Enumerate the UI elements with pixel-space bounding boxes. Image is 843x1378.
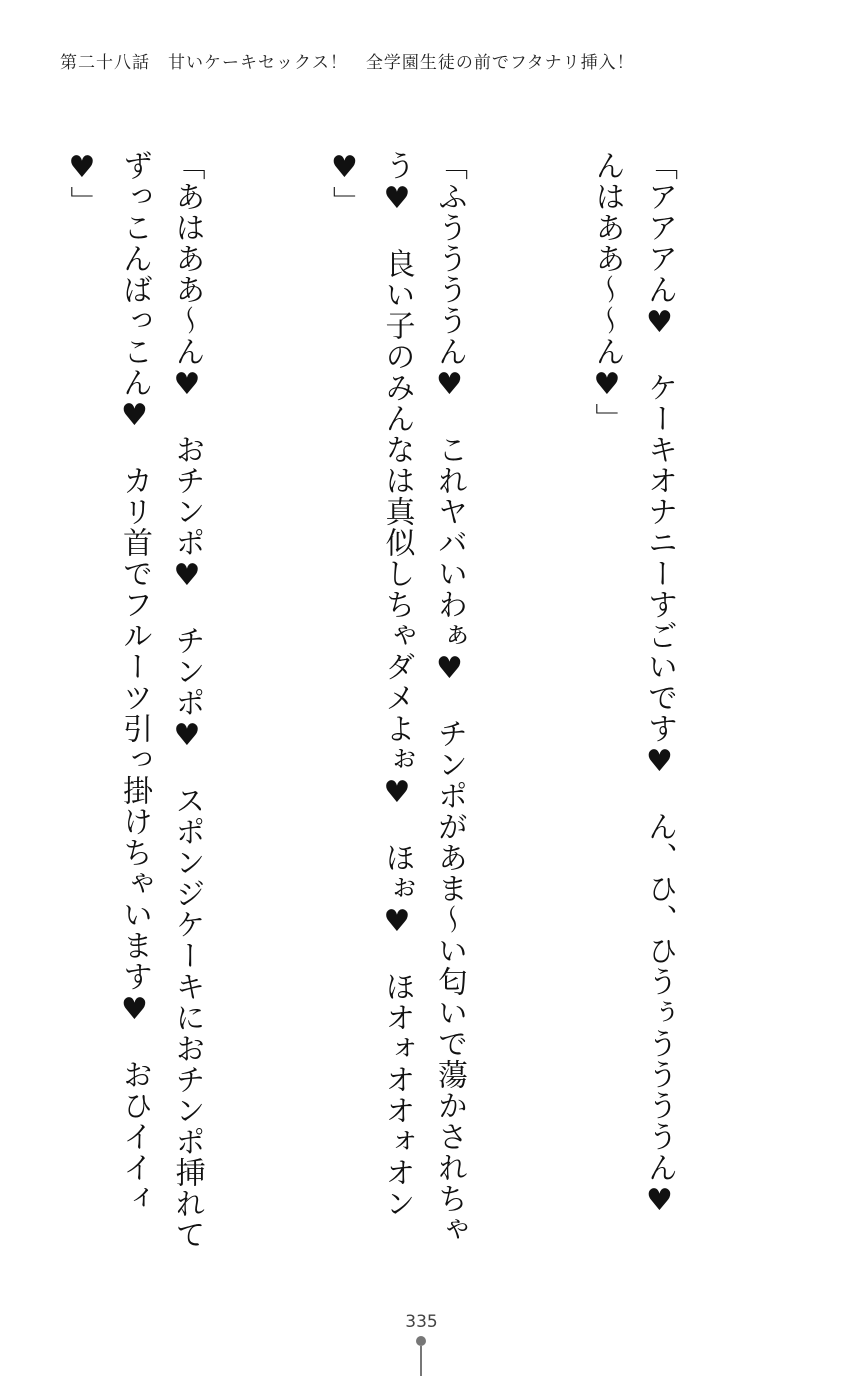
- paragraph: 「ふううううん♥ これヤバいわぁ♥ チンポがあま〜い匂いで蕩かされちゃう♥ 良い子のみんなは真似しちゃダメよぉ♥ ほぉ♥ ほオォオオォオン♥」: [327, 150, 467, 1245]
- paragraph: 「アアアん♥ ケーキオナニーすごいです♥ ん、ひ、ひうぅううううん♥ んはああ〜〜ん♥」: [589, 150, 677, 1250]
- page-ornament: [416, 1336, 426, 1376]
- paragraph: 「あはああ〜ん♥ おチンポ♥ チンポ♥ スポンジケーキにおチンポ挿れてずっこんばっこん♥ カリ首でフルーツ引っ掛けちゃいます♥ おひイイィ♥」: [64, 150, 205, 1250]
- body-text: [50, 150, 790, 1250]
- ornament-dot-icon: [416, 1336, 426, 1346]
- running-header: 第二十八話 甘いケーキセックス！ 全学園生徒の前でフタナリ挿入！: [60, 53, 635, 73]
- ornament-line: [420, 1346, 422, 1376]
- page-number: 335: [405, 1312, 438, 1332]
